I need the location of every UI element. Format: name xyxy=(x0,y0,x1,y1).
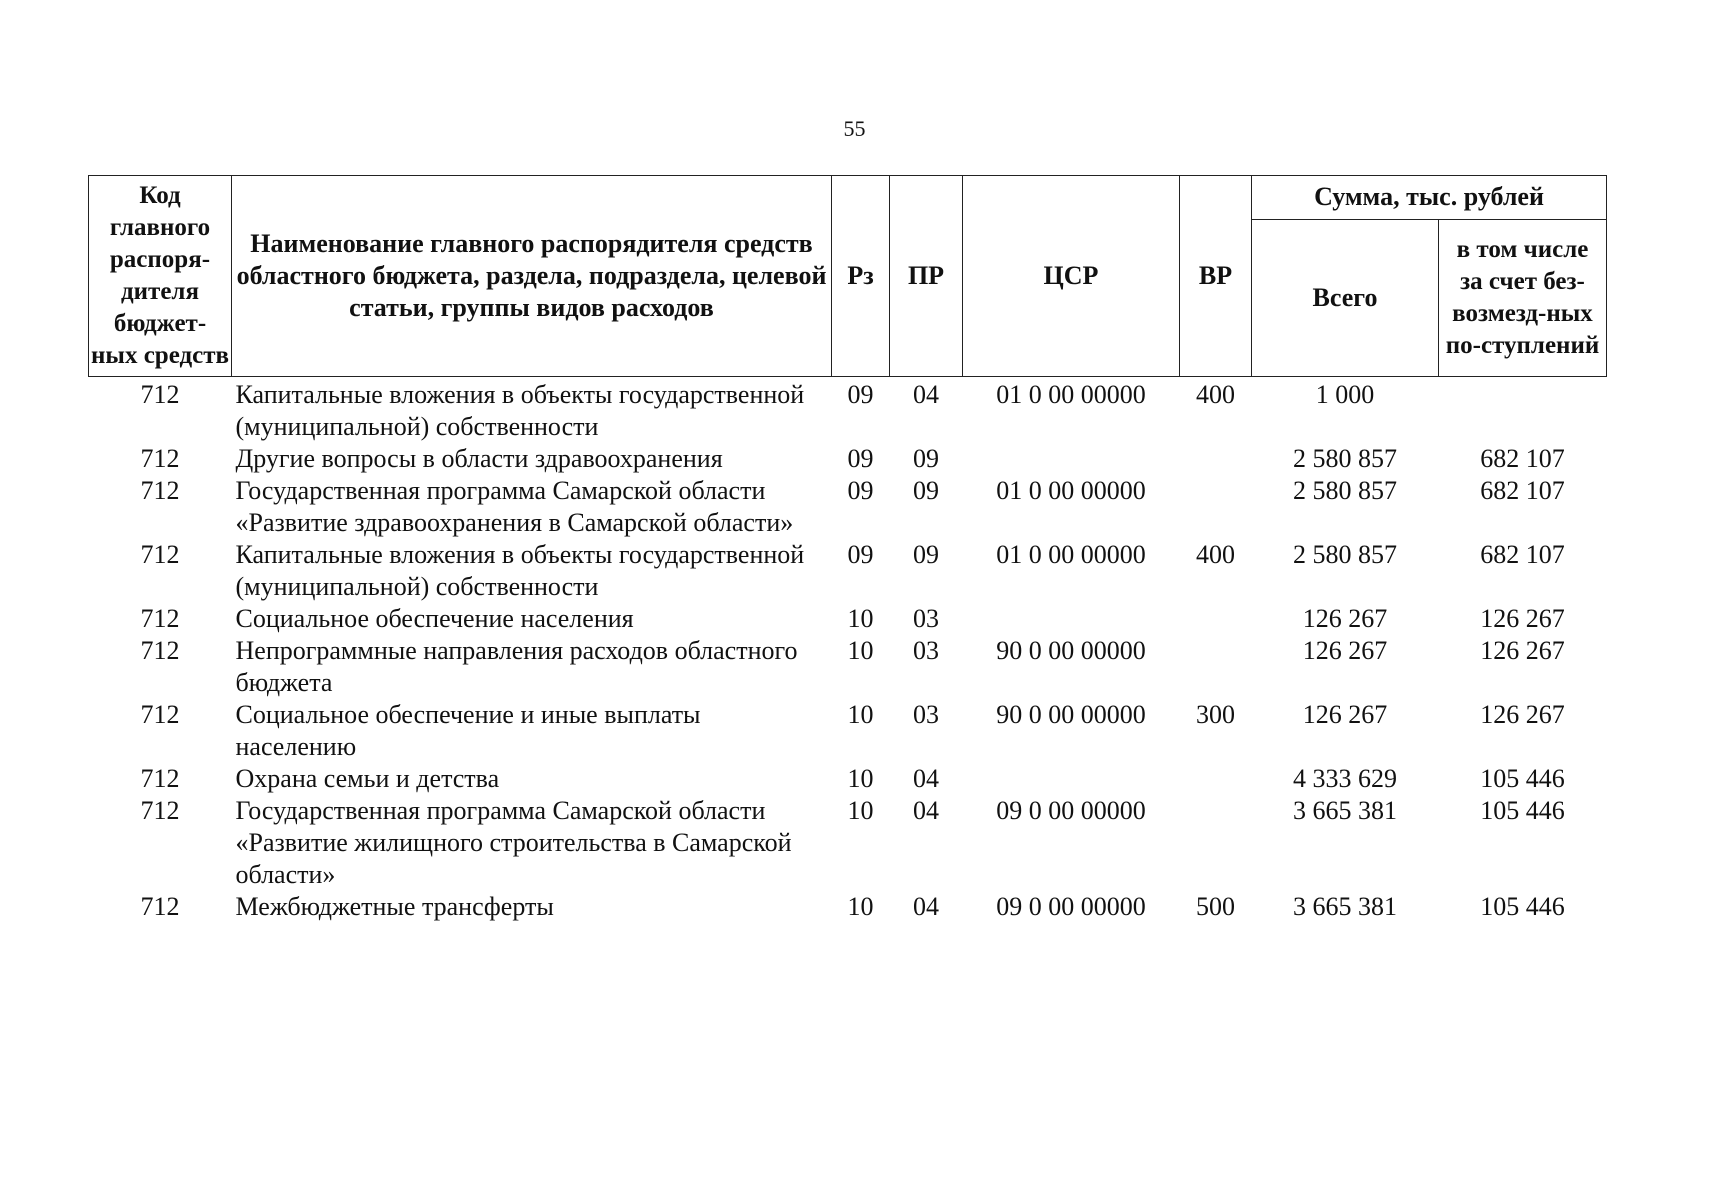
cell-free-receipts: 126 267 xyxy=(1480,604,1565,633)
cell-code: 712 xyxy=(140,764,180,793)
table-row xyxy=(89,795,1607,891)
cell-rz: 10 xyxy=(847,764,874,793)
cell-free-receipts: 105 446 xyxy=(1480,764,1565,793)
cell-csr xyxy=(963,763,1180,795)
cell-code: 712 xyxy=(140,380,180,409)
cell-code: 712 xyxy=(140,444,180,473)
cell-csr: 01 0 00 00000 xyxy=(996,380,1146,409)
cell-csr: 01 0 00 00000 xyxy=(996,476,1146,505)
header-csr: ЦСР xyxy=(963,176,1180,377)
table-row xyxy=(89,635,1607,699)
cell-free-receipts: 126 267 xyxy=(1480,700,1565,729)
cell-pr: 09 xyxy=(913,540,939,569)
cell-name: Охрана семьи и детства xyxy=(235,764,500,793)
cell-code: 712 xyxy=(140,604,180,633)
cell-code: 712 xyxy=(140,892,180,921)
cell-total: 2 580 857 xyxy=(1293,476,1397,505)
cell-name: Социальное обеспечение населения xyxy=(235,604,634,633)
cell-name: Капитальные вложения в объекты государственной (муниципальной) собственности xyxy=(235,540,805,601)
cell-pr: 04 xyxy=(913,892,939,921)
cell-total: 126 267 xyxy=(1302,604,1388,633)
cell-name: Государственная программа Самарской области «Развитие жилищного строительства в Самарской области» xyxy=(235,796,792,889)
cell-name: Другие вопросы в области здравоохранения xyxy=(235,444,723,473)
cell-total: 2 580 857 xyxy=(1293,540,1397,569)
cell-rz: 09 xyxy=(847,380,874,409)
cell-total: 1 000 xyxy=(1315,380,1375,409)
cell-csr: 90 0 00 00000 xyxy=(996,636,1146,665)
cell-vr: 300 xyxy=(1196,700,1235,729)
cell-name: Непрограммные направления расходов областного бюджета xyxy=(235,636,798,697)
cell-pr: 03 xyxy=(913,700,939,729)
cell-csr: 09 0 00 00000 xyxy=(996,892,1146,921)
cell-pr: 09 xyxy=(913,476,939,505)
cell-free-receipts: 682 107 xyxy=(1480,444,1565,473)
cell-code: 712 xyxy=(140,476,180,505)
header-name: Наименование главного распорядителя средств областного бюджета, раздела, подраздела, целевой статьи, группы видов расходов xyxy=(232,176,832,377)
cell-rz: 10 xyxy=(847,636,874,665)
cell-vr: 500 xyxy=(1196,892,1235,921)
table-row xyxy=(89,763,1607,795)
table-row xyxy=(89,539,1607,603)
budget-table xyxy=(88,175,1607,923)
cell-pr: 03 xyxy=(913,636,939,665)
cell-vr xyxy=(1180,763,1252,795)
table-row xyxy=(89,475,1607,539)
cell-total: 2 580 857 xyxy=(1293,444,1397,473)
table-row xyxy=(89,377,1607,444)
header-total: Всего xyxy=(1252,219,1439,376)
table-row xyxy=(89,443,1607,475)
cell-free-receipts xyxy=(1439,377,1607,444)
cell-code: 712 xyxy=(140,796,180,825)
cell-pr: 04 xyxy=(913,796,939,825)
cell-name: Социальное обеспечение и иные выплаты населению xyxy=(235,700,701,761)
cell-free-receipts: 126 267 xyxy=(1480,636,1565,665)
cell-vr xyxy=(1180,795,1252,891)
cell-rz: 10 xyxy=(847,892,874,921)
cell-total: 3 665 381 xyxy=(1293,892,1397,921)
cell-vr: 400 xyxy=(1196,540,1235,569)
cell-vr xyxy=(1180,443,1252,475)
cell-csr xyxy=(963,603,1180,635)
header-free-receipts: в том числе за счет без-возмезд-ных по-ступлений xyxy=(1439,219,1607,376)
cell-rz: 10 xyxy=(847,796,874,825)
header-vr: ВР xyxy=(1180,176,1252,377)
cell-free-receipts: 682 107 xyxy=(1480,540,1565,569)
table-row xyxy=(89,891,1607,923)
cell-rz: 09 xyxy=(847,476,874,505)
cell-rz: 10 xyxy=(847,700,874,729)
header-rz: Рз xyxy=(832,176,890,377)
cell-pr: 04 xyxy=(913,764,939,793)
cell-free-receipts: 105 446 xyxy=(1480,892,1565,921)
cell-vr: 400 xyxy=(1196,380,1235,409)
cell-vr xyxy=(1180,603,1252,635)
cell-total: 126 267 xyxy=(1302,636,1388,665)
cell-code: 712 xyxy=(140,700,180,729)
header-code: Код главного распоря-дителя бюджет-ных средств xyxy=(89,176,232,377)
cell-total: 4 333 629 xyxy=(1293,764,1397,793)
cell-name: Межбюджетные трансферты xyxy=(235,892,554,921)
cell-code: 712 xyxy=(140,540,180,569)
cell-total: 3 665 381 xyxy=(1293,796,1397,825)
page-number: 55 xyxy=(843,116,866,141)
header-sum: Сумма, тыс. рублей xyxy=(1252,176,1607,220)
cell-pr: 03 xyxy=(913,604,939,633)
cell-code: 712 xyxy=(140,636,180,665)
cell-csr: 09 0 00 00000 xyxy=(996,796,1146,825)
cell-rz: 09 xyxy=(847,444,874,473)
cell-name: Капитальные вложения в объекты государственной (муниципальной) собственности xyxy=(235,380,805,441)
header-pr: ПР xyxy=(890,176,963,377)
cell-pr: 04 xyxy=(913,380,939,409)
cell-free-receipts: 682 107 xyxy=(1480,476,1565,505)
cell-rz: 10 xyxy=(847,604,874,633)
table-row xyxy=(89,699,1607,763)
cell-free-receipts: 105 446 xyxy=(1480,796,1565,825)
cell-csr: 01 0 00 00000 xyxy=(996,540,1146,569)
cell-vr xyxy=(1180,635,1252,699)
cell-vr xyxy=(1180,475,1252,539)
table-row xyxy=(89,603,1607,635)
cell-total: 126 267 xyxy=(1302,700,1388,729)
cell-rz: 09 xyxy=(847,540,874,569)
cell-pr: 09 xyxy=(913,444,939,473)
cell-name: Государственная программа Самарской области «Развитие здравоохранения в Самарской области» xyxy=(235,476,794,537)
cell-csr xyxy=(963,443,1180,475)
cell-csr: 90 0 00 00000 xyxy=(996,700,1146,729)
